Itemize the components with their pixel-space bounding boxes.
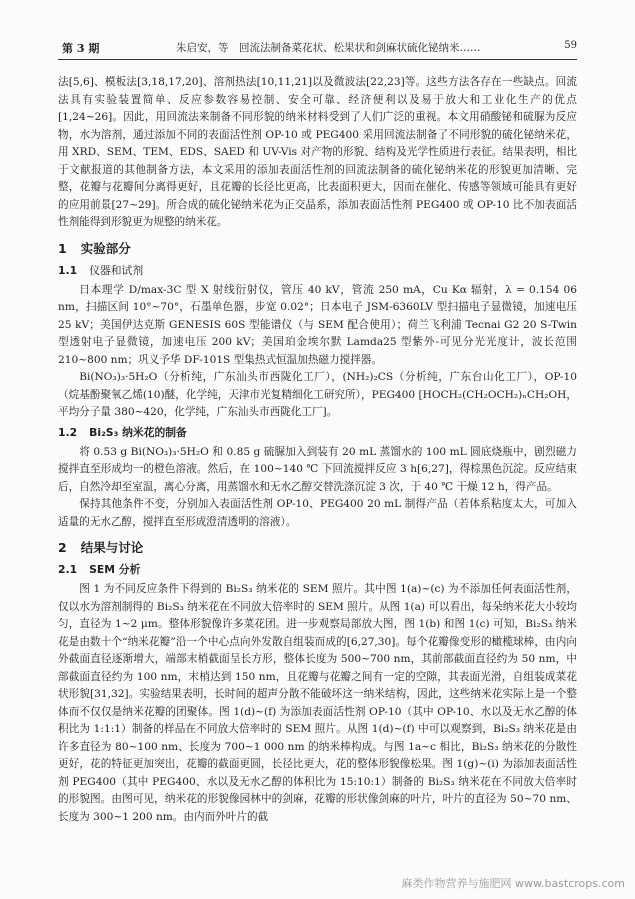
preparation-paragraph: 保持其他条件不变，分别加入表面活性剂 OP-10、PEG400 20 mL 制得产品（若体系粘度太大，可加入适量的无水乙醇，搅拌直至形成澄清透明的溶液）。: [58, 498, 577, 528]
section-title: 结果与讨论: [80, 540, 144, 555]
watermark: 麻类作物营养与施肥网 www.bastcrops.com: [401, 877, 625, 890]
article-body: [58, 74, 577, 826]
subsection-heading: [58, 561, 577, 579]
subsection-number: 2.1: [58, 563, 78, 576]
section-heading: [58, 238, 577, 260]
header-rule: [58, 59, 577, 60]
intro-paragraph: 法[5,6]、模板法[3,18,17,20]、溶剂热法[10,11,21]以及微波法[22,23]等。这些方法各存在一些缺点。回流法具有实验装置简单、反应参数容易控制、安全可靠、经济便利以及易于放大和工业化生产的优点[1,24~26]。因此，用回流法来制备不同形貌的纳米材料受到了人们广泛的重视。本文用硝酸铋和硫脲为反应物，水为溶剂，通过添加不同的表面活性剂 OP-10 或 PEG400 采用回流法制备了不同形貌的硫化铋纳米花，用 XRD、SEM、TEM、EDS、SAED 和 UV-Vis 对产物的形貌、结构及光学性质进行表征。结果表明，相比于文献报道的其他制备方法，本文采用的添加表面活性剂的回流法制备的硫化铋纳米花的形貌更加清晰、完整，花瓣与花瓣间分离得更好，且花瓣的长径比更高，比表面积更大，因而在催化、传感等领域可能具有更好的应用前景[27~29]。所合成的硫化铋纳米花为正交晶系，添加表面活性剂 PEG400 或 OP-10 比不加表面活性剂能得到形貌更为规整的纳米花。: [58, 76, 577, 228]
section-heading: [58, 537, 577, 559]
page-number: 59: [564, 40, 577, 51]
subsection-number: 1.2: [58, 425, 78, 439]
subsection-title: SEM 分析: [89, 563, 141, 576]
subsection-heading: [58, 262, 577, 280]
preparation-paragraph: 将 0.53 g Bi(NO₃)₃·5H₂O 和 0.85 g 硫脲加入到装有 20 mL 蒸馏水的 100 mL 圆底烧瓶中，剧烈磁力搅拌直至形成均一的橙色溶液。然后，在 100~140 ℃ 下回流搅拌反应 3 h[6,27]，得棕黑色沉淀。反应结束后，自然冷却至室温，离心分离，用蒸馏水和无水乙醇交替洗涤沉淀 3 次，于 40 ℃ 干燥 12 h，得产品。: [58, 445, 577, 493]
section-number: 2: [58, 540, 67, 555]
reagents-paragraph: Bi(NO₃)₃·5H₂O（分析纯，广东汕头市西陇化工厂），(NH₂)₂CS（分析纯，广东台山化工厂），OP-10（烷基酚聚氧乙烯(10)醚，化学纯，天津市光复精细化工研究所），PEG400 [HOCH₂(CH₂OCH₂)ₙCH₂OH，平均分子量 380~420，化学纯，广东汕头市西陇化工厂]。: [58, 371, 577, 418]
running-header: [58, 40, 577, 56]
issue-number: 第 3 期: [62, 42, 100, 55]
subsection-heading: [58, 424, 577, 442]
subsection-title: Bi₂S₃ 纳米花的制备: [89, 425, 187, 439]
subsection-title: 仪器和试剂: [89, 263, 144, 277]
section-title: 实验部分: [80, 240, 131, 256]
section-number: 1: [58, 240, 67, 256]
subsection-number: 1.1: [58, 263, 78, 277]
sem-analysis-paragraph: 图 1 为不同反应条件下得到的 Bi₂S₃ 纳米花的 SEM 照片。其中图 1(a)~(c) 为不添加任何表面活性剂，仅以水为溶剂制得的 Bi₂S₃ 纳米花在不同放大倍率时的 SEM 照片。从图 1(a) 可以看出，每朵纳米花大小较均匀，直径为 1~2 μm。整体形貌像许多菜花团。进一步观察局部放大图，图 1(b) 和图 1(c) 可知，Bi₂S₃ 纳米花是由数十个“纳米花瓣”沿一个中心点向外发散自组装而成的[6,27,30]。每个花瓣像变形的橄榄球棒，由内向外截面直径逐渐增大，端部末梢截面呈长方形，整体长度为 500~700 nm，其前部截面直径约为 50 nm，中部截面直径约为 100 nm，末梢达到 150 nm，且花瓣与花瓣之间有一定的空隙，其表面光滑，自组装成菜花状形貌[31,32]。实验结果表明，长时间的超声分散不能破坏这一纳米结构，因此，这些纳米花实际上是一个整体而不仅仅是纳米花瓣的团聚体。图 1(d)~(f) 为添加表面活性剂 OP-10（其中 OP-10、水以及无水乙醇的体积比为 1:1:1）制备的样品在不同放大倍率时的 SEM 照片。从图 1(d)~(f) 中可以观察到，Bi₂S₃ 纳米花是由许多直径为 80~100 nm、长度为 700~1 000 nm 的纳米棒构成。与图 1a~c 相比，Bi₂S₃ 纳米花的分散性更好，花的特征更加突出，花瓣的截面更圆，长径比更大，花的整体形貌像松果。图 1(g)~(i) 为添加表面活性剂 PEG400（其中 PEG400、水以及无水乙醇的体积比为 15:10:1）制备的 Bi₂S₃ 纳米花在不同放大倍率时的形貌图。由图可见，纳米花的形貌像园林中的剑麻，花瓣的形状像剑麻的叶片，叶片的直径为 50~70 nm、长度为 300~1 200 nm。由内而外叶片的截: [58, 583, 577, 823]
instruments-paragraph: 日本理学 D/max-3C 型 X 射线衍射仪，管压 40 kV，管流 250 mA，Cu Kα 辐射，λ = 0.154 06 nm，扫描区间 10°~70°，石墨单色器，步宽 0.02°；日本电子 JSM-6360LV 型扫描电子显微镜，加速电压 25 kV；美国伊达克斯 GENESIS 60S 型能谱仪（与 SEM 配合使用）；荷兰飞利浦 Tecnai G2 20 S-Twin 型透射电子显微镜，加速电压 200 kV；美国珀金埃尔默 Lamda25 型紫外-可见分光光度计，波长范围 210~800 nm；巩义予华 DF-101S 型集热式恒温加热磁力搅拌器。: [58, 283, 577, 366]
header-authors-title: 朱启安，等 回流法制备菜花状、松果状和剑麻状硫化铋纳米……: [176, 42, 481, 54]
